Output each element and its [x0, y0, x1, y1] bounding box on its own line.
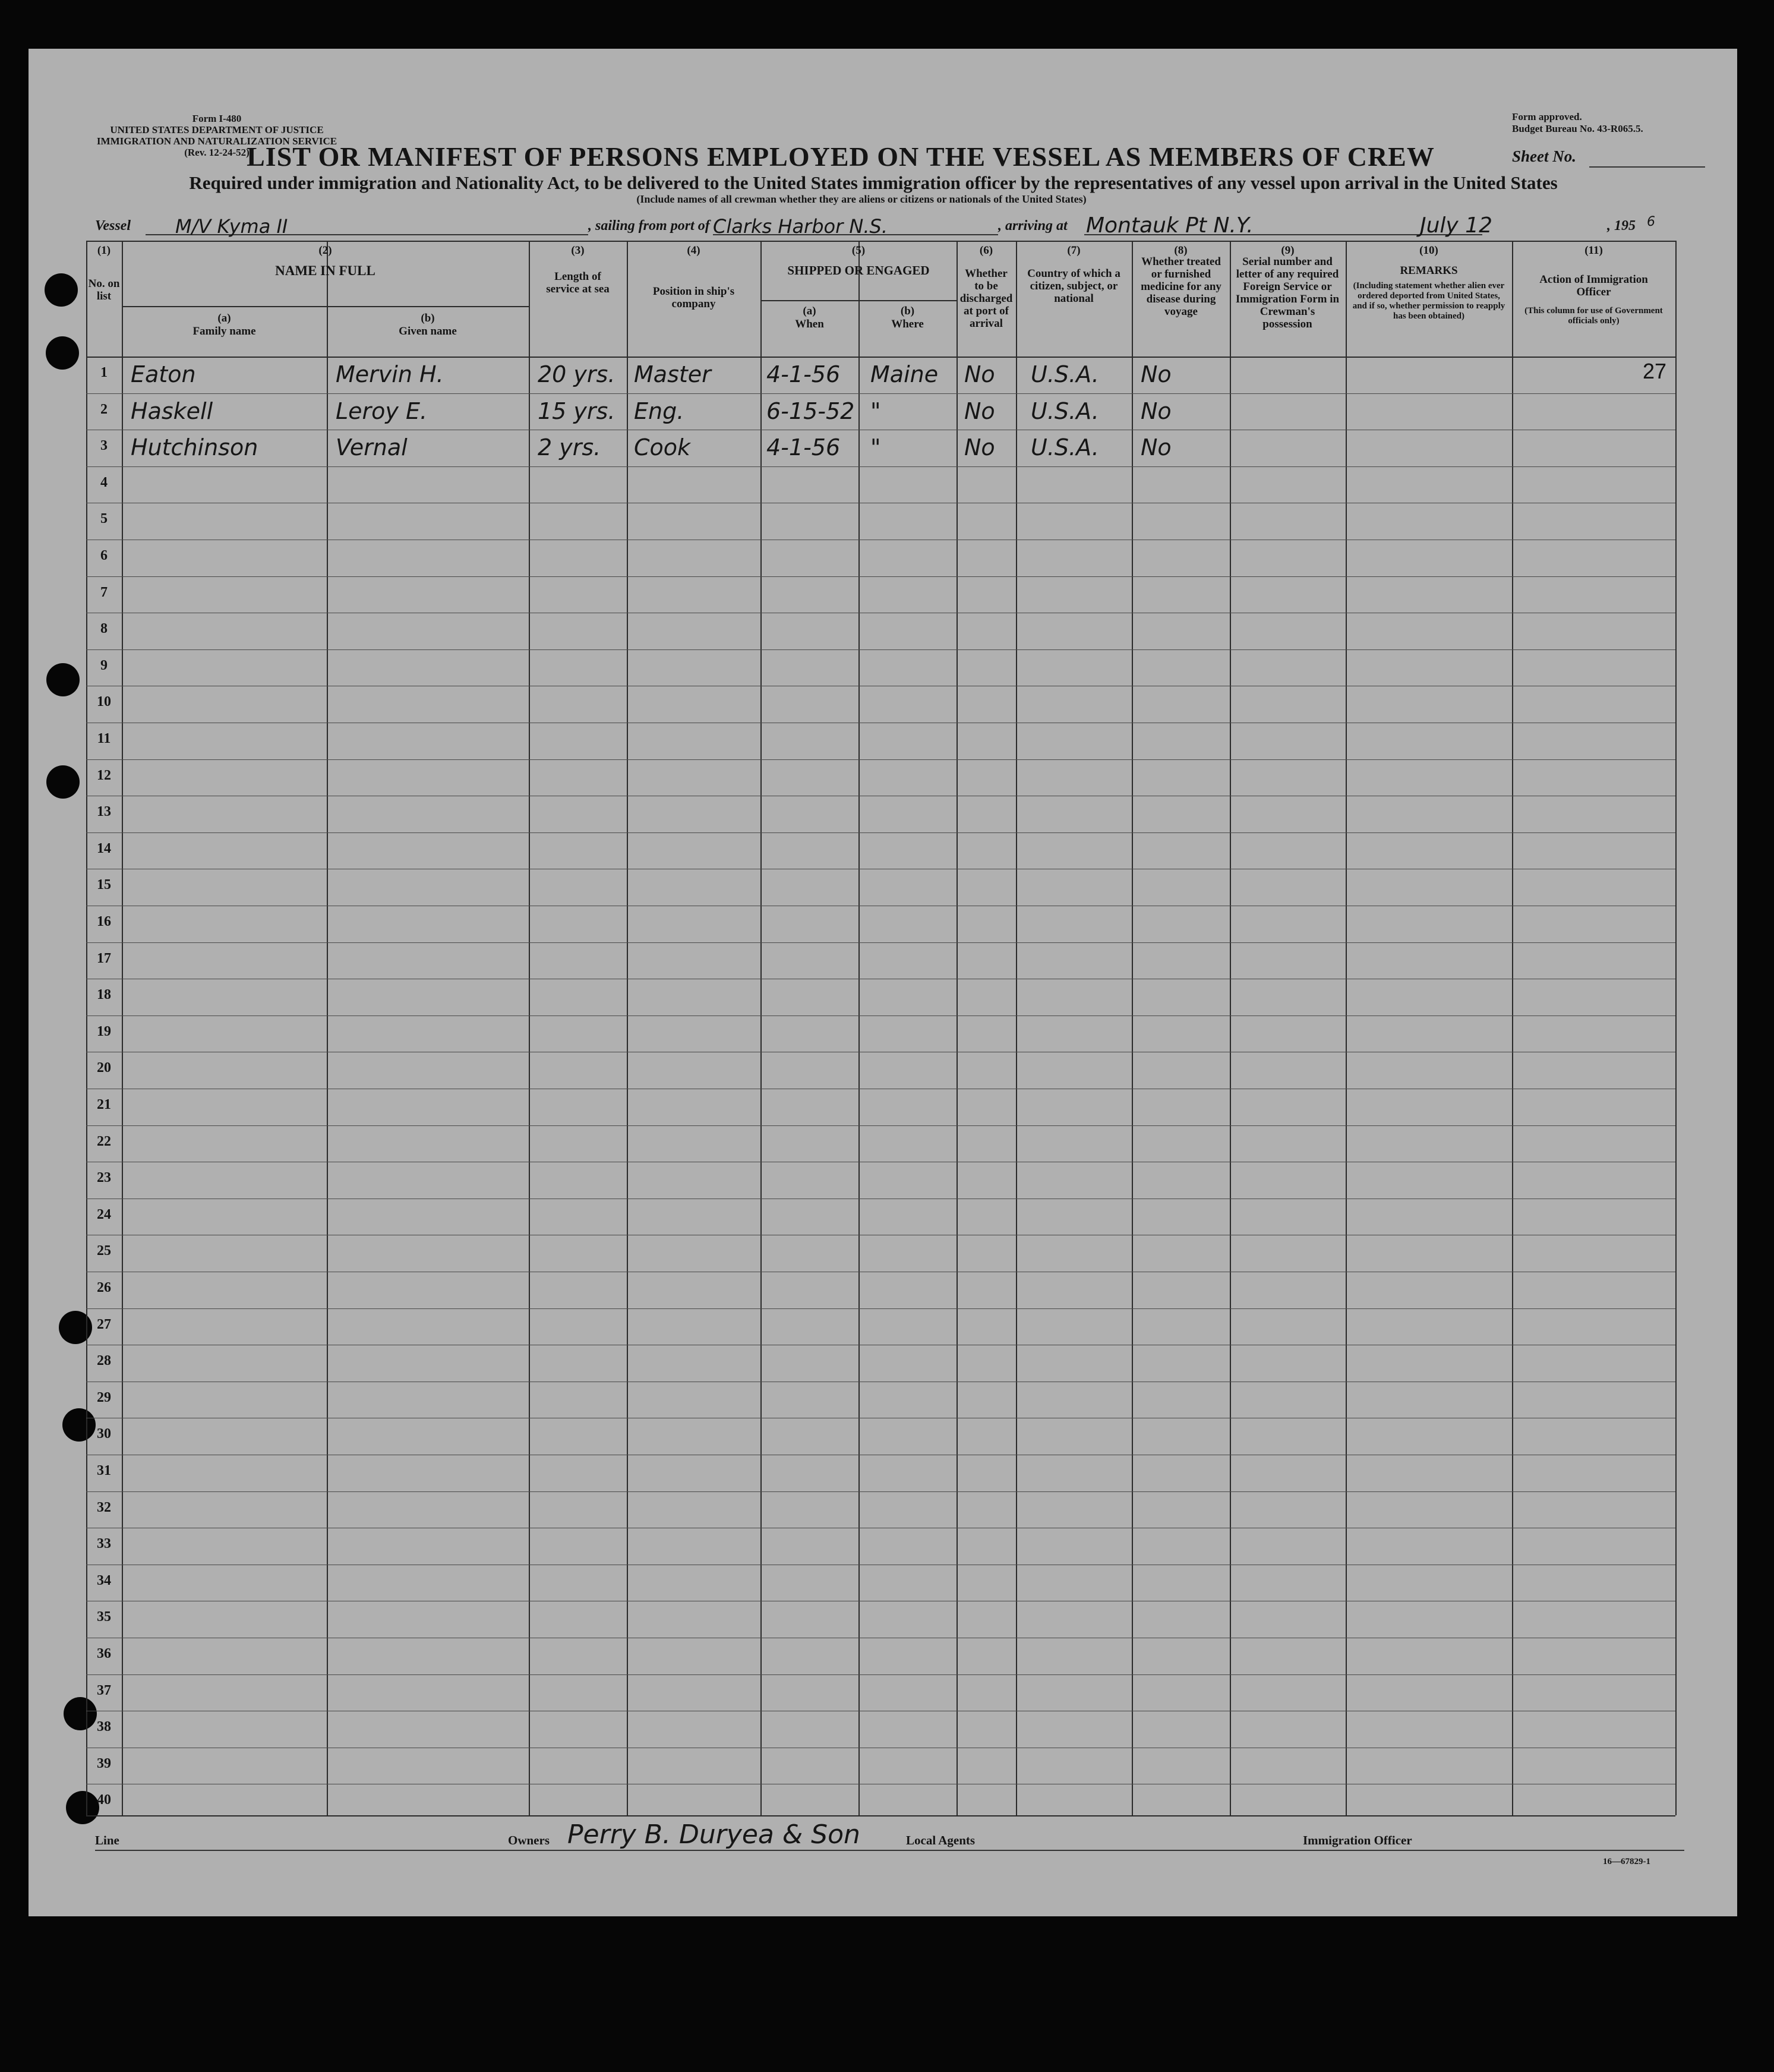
column-divider	[1016, 241, 1017, 1815]
table-top-rule	[86, 241, 1675, 242]
crew-length-of-service: 20 yrs.	[538, 361, 615, 387]
line-label: Line	[95, 1833, 119, 1847]
row-number: 11	[97, 731, 111, 746]
col2b-label: Given name	[399, 325, 457, 338]
column-divider	[122, 241, 123, 1815]
row-number: 1	[100, 365, 108, 380]
row-number: 22	[97, 1133, 111, 1149]
owners-label: Owners	[508, 1833, 550, 1847]
row-rule	[86, 649, 1675, 650]
sailing-port-label: , sailing from port of	[588, 218, 710, 234]
crew-table	[86, 241, 1675, 1815]
row-number: 13	[97, 804, 111, 820]
crew-shipped-when: 4-1-56	[766, 434, 841, 461]
crew-position: Cook	[634, 434, 691, 461]
row-number: 30	[97, 1426, 111, 1442]
row-number: 9	[100, 657, 108, 673]
signature-line	[95, 1850, 1684, 1851]
col8-label: Whether treated or furnished medicine for any disease during voyage	[1141, 256, 1221, 318]
crew-position: Master	[634, 361, 711, 387]
column-divider	[627, 241, 628, 1815]
crew-length-of-service: 15 yrs.	[538, 398, 615, 424]
col5b-label: Where	[891, 318, 924, 330]
crew-shipped-where: Maine	[870, 361, 939, 387]
row-number: 33	[97, 1536, 111, 1552]
crew-shipped-where: "	[870, 398, 881, 424]
col2a-label: Family name	[192, 325, 256, 338]
row-number: 16	[97, 914, 111, 929]
row-number: 5	[100, 511, 108, 527]
col4-label: Position in ship's company	[652, 285, 735, 310]
owners-signature: Perry B. Duryea & Son	[567, 1819, 860, 1850]
crew-discharged: No	[964, 361, 995, 387]
row-number: 10	[97, 694, 111, 710]
col1-label: No. on list	[88, 277, 120, 302]
row-number: 17	[97, 950, 111, 966]
row-number: 4	[100, 474, 108, 490]
row-rule	[86, 832, 1675, 833]
row-number: 25	[97, 1243, 111, 1259]
year-label: , 195	[1607, 218, 1636, 234]
col2a-number: (a)	[217, 312, 231, 324]
row-number: 31	[97, 1463, 111, 1478]
department-name: UNITED STATES DEPARTMENT OF JUSTICE	[110, 124, 324, 135]
sailing-port-value: Clarks Harbor N.S.	[713, 215, 888, 238]
row-rule	[86, 1015, 1675, 1016]
column-divider	[760, 241, 762, 1815]
col10-label: REMARKS	[1400, 264, 1458, 277]
crew-medicine: No	[1141, 361, 1172, 387]
local-agents-label: Local Agents	[906, 1833, 976, 1847]
budget-bureau: Budget Bureau No. 43-R065.5.	[1512, 123, 1643, 134]
col5a-number: (a)	[803, 305, 816, 317]
row-number: 24	[97, 1206, 111, 1222]
officer-mark: 27	[1643, 359, 1667, 383]
col3-number: (3)	[571, 244, 585, 257]
row-number: 37	[97, 1682, 111, 1698]
form-subtitle-note: (Include names of all crewman whether they are aliens or citizens or nationals of the United States)	[636, 193, 1087, 205]
crew-position: Eng.	[634, 398, 684, 424]
form-revision: (Rev. 12-24-52)	[184, 147, 250, 158]
col2-number: (2)	[318, 244, 332, 257]
row-number: 34	[97, 1572, 111, 1588]
sheet-number-field	[1589, 166, 1705, 168]
row-rule	[86, 1308, 1675, 1309]
col11-note: (This column for use of Government officials only)	[1524, 306, 1663, 326]
column-divider	[1675, 241, 1677, 1815]
row-number: 21	[97, 1097, 111, 1112]
col11-label: Action of Immigration Officer	[1539, 273, 1648, 298]
col7-number: (7)	[1067, 244, 1081, 257]
col5-label: SHIPPED OR ENGAGED	[787, 263, 930, 277]
crew-country: U.S.A.	[1031, 361, 1099, 387]
col6-label: Whether to be discharged at port of arrival	[959, 267, 1013, 330]
row-rule	[86, 942, 1675, 943]
row-number: 39	[97, 1755, 111, 1771]
row-number: 23	[97, 1170, 111, 1186]
row-rule	[86, 466, 1675, 467]
row-number: 36	[97, 1646, 111, 1661]
arriving-label: , arriving at	[998, 218, 1068, 234]
crew-given-name: Leroy E.	[336, 398, 428, 424]
punch-hole	[45, 273, 78, 307]
col5a-label: When	[795, 318, 824, 330]
column-divider	[957, 241, 958, 1815]
row-number: 7	[100, 584, 108, 600]
crew-family-name: Haskell	[131, 398, 213, 424]
row-number: 19	[97, 1023, 111, 1039]
page-title: LIST OR MANIFEST OF PERSONS EMPLOYED ON THE VESSEL AS MEMBERS OF CREW	[247, 141, 1435, 172]
arriving-value: Montauk Pt N.Y.	[1086, 213, 1254, 238]
col5b-number: (b)	[900, 305, 915, 317]
col2b-number: (b)	[421, 312, 435, 324]
crew-family-name: Hutchinson	[131, 434, 258, 461]
crew-shipped-when: 6-15-52	[766, 398, 855, 424]
row-rule	[86, 576, 1675, 577]
form-header-right	[1512, 111, 1702, 135]
crew-given-name: Vernal	[336, 434, 408, 461]
crew-shipped-where: "	[870, 434, 881, 461]
row-number: 18	[97, 987, 111, 1003]
crew-country: U.S.A.	[1031, 398, 1099, 424]
column-divider	[1346, 241, 1347, 1815]
row-number: 26	[97, 1280, 111, 1295]
form-subtitle: Required under immigration and Nationality Act, to be delivered to the United States immigration officer by the representatives of any vessel upon arrival in the United States	[189, 172, 1558, 193]
crew-country: U.S.A.	[1031, 434, 1099, 461]
crew-discharged: No	[964, 434, 995, 461]
year-digit: 6	[1647, 215, 1655, 229]
column-divider	[1132, 241, 1133, 1815]
row-number: 20	[97, 1060, 111, 1076]
crew-shipped-when: 4-1-56	[766, 361, 841, 387]
crew-medicine: No	[1141, 434, 1172, 461]
row-number: 15	[97, 877, 111, 893]
name-subheader-rule	[122, 306, 529, 307]
crew-length-of-service: 2 yrs.	[538, 434, 601, 461]
row-number: 6	[100, 548, 108, 563]
crew-medicine: No	[1141, 398, 1172, 424]
punch-hole	[46, 336, 79, 370]
service-name: IMMIGRATION AND NATURALIZATION SERVICE	[96, 135, 337, 147]
row-number: 3	[100, 438, 108, 454]
arrival-date-value: July 12	[1420, 213, 1492, 238]
col9-number: (9)	[1281, 244, 1295, 257]
col3-label: Length of service at sea	[546, 270, 610, 295]
vessel-line	[95, 213, 1675, 239]
row-rule	[86, 1491, 1675, 1492]
row-rule	[86, 393, 1675, 394]
column-divider	[529, 241, 530, 1815]
row-rule	[86, 1125, 1675, 1126]
sheet-number-label: Sheet No.	[1512, 147, 1576, 165]
row-rule	[86, 759, 1675, 760]
column-divider	[1512, 241, 1513, 1815]
punch-hole	[46, 663, 80, 696]
col9-label: Serial number and letter of any required Foreign Service or Immigration Form in Crewman's possession	[1235, 256, 1340, 330]
row-number: 38	[97, 1719, 111, 1735]
form-approved: Form approved.	[1512, 111, 1582, 122]
form-number: Form I-480	[192, 113, 242, 124]
col8-number: (8)	[1174, 244, 1188, 257]
row-rule	[86, 1674, 1675, 1675]
col11-number: (11)	[1584, 244, 1603, 257]
immigration-officer-label: Immigration Officer	[1303, 1833, 1412, 1847]
column-divider	[858, 241, 860, 1815]
vessel-label: Vessel	[95, 218, 131, 234]
row-number: 8	[100, 621, 108, 637]
row-number: 28	[97, 1353, 111, 1369]
row-number: 35	[97, 1609, 111, 1625]
col5-number: (5)	[851, 244, 866, 257]
col2-label: NAME IN FULL	[275, 263, 375, 278]
header-bottom-rule	[86, 357, 1675, 358]
col6-number: (6)	[979, 244, 993, 257]
crew-discharged: No	[964, 398, 995, 424]
column-divider	[327, 241, 328, 1815]
row-number: 40	[97, 1792, 111, 1808]
crew-family-name: Eaton	[131, 361, 196, 387]
row-number: 32	[97, 1499, 111, 1515]
row-number: 14	[97, 840, 111, 856]
row-number: 12	[97, 767, 111, 783]
col7-label: Country of which a citizen, subject, or national	[1027, 267, 1120, 305]
column-divider	[1230, 241, 1231, 1815]
row-number: 2	[100, 401, 108, 417]
vessel-value: M/V Kyma II	[175, 215, 288, 238]
col10-number: (10)	[1419, 244, 1438, 257]
table-bottom-rule	[86, 1815, 1675, 1816]
row-number: 27	[97, 1316, 111, 1332]
col1-number: (1)	[97, 244, 111, 257]
row-number: 29	[97, 1389, 111, 1405]
punch-hole	[46, 765, 80, 799]
print-code: 16—67829-1	[1603, 1857, 1650, 1866]
col10-note: (Including statement whether alien ever ordered deported from United States, and if so, whether permission to reapply has been obtained)	[1352, 281, 1505, 321]
crew-given-name: Mervin H.	[336, 361, 444, 387]
col4-number: (4)	[687, 244, 700, 257]
